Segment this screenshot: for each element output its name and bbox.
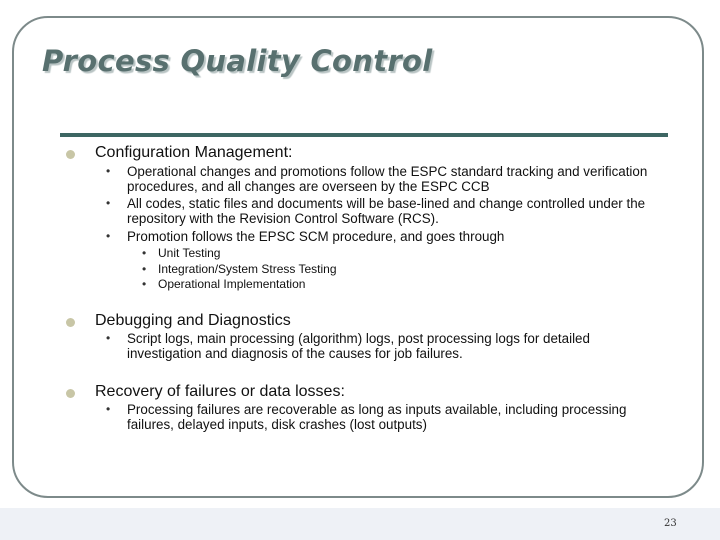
sub-sub-bullet-icon: • <box>142 246 147 260</box>
bullet-item: Processing failures are recoverable as long as inputs available, including processing failures, delayed inputs, disk crashes (lost outputs) <box>127 402 627 432</box>
section-bullet-icon <box>66 389 75 398</box>
sub-sub-bullet-icon: • <box>142 277 147 291</box>
bullet-item: Operational changes and promotions follow the ESPC standard tracking and verification procedures, and all changes are overseen by the ESPC CCB <box>127 164 648 194</box>
sub-bullet-icon: • <box>106 402 111 416</box>
bullet-item: Promotion follows the EPSC SCM procedure, and goes through <box>127 229 505 244</box>
sub-bullet-icon: • <box>106 164 111 178</box>
section-heading-configuration: Configuration Management: <box>95 144 293 161</box>
slide-title: Process Quality Control <box>42 44 433 78</box>
section-heading-debugging: Debugging and Diagnostics <box>95 312 291 329</box>
sub-bullet-icon: • <box>106 331 111 345</box>
section-heading-recovery: Recovery of failures or data losses: <box>95 383 345 400</box>
bullet-item: All codes, static files and documents will be base-lined and change controlled under the repository with the Revision Control Software (RCS). <box>127 196 646 226</box>
section-bullet-icon <box>66 318 75 327</box>
sub-bullet-item: Operational Implementation <box>158 277 306 291</box>
page-number: 23 <box>664 518 677 529</box>
sub-bullet-icon: • <box>106 229 111 243</box>
sub-bullet-item: Integration/System Stress Testing <box>158 262 337 276</box>
bullet-item: Script logs, main processing (algorithm) logs, post processing logs for detailed investigation and diagnosis of the causes for job failures. <box>127 331 590 361</box>
sub-sub-bullet-icon: • <box>142 262 147 276</box>
sub-bullet-icon: • <box>106 196 111 210</box>
sub-bullet-item: Unit Testing <box>158 246 221 260</box>
section-bullet-icon <box>66 150 75 159</box>
